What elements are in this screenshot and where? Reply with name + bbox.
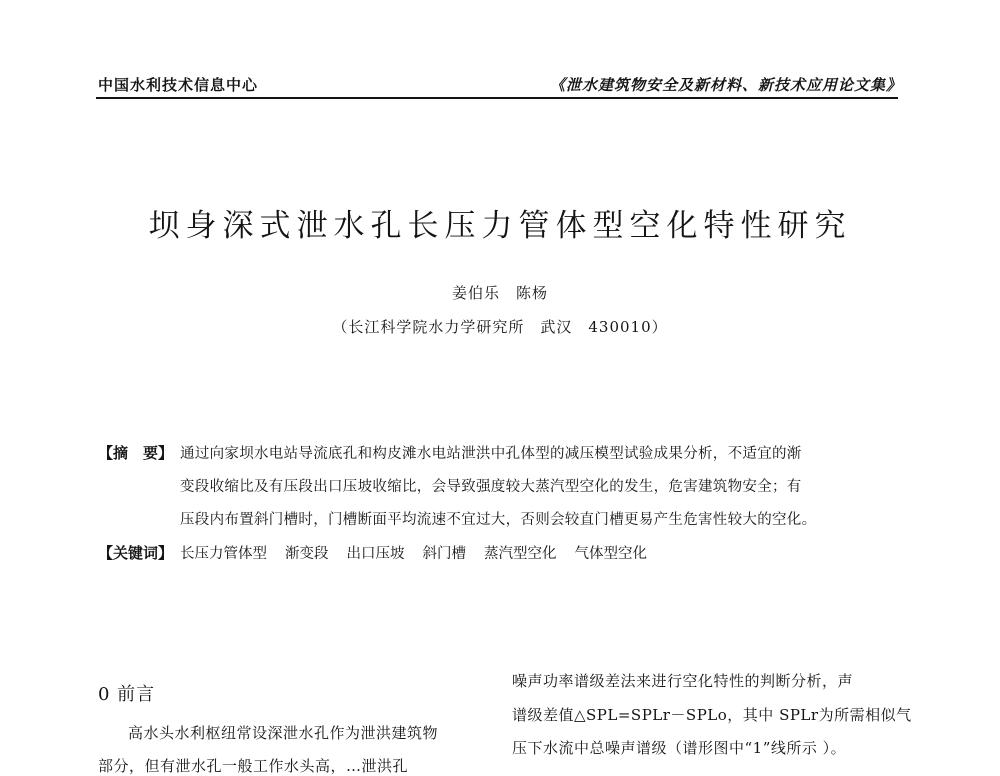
paper-title: 坝身深式泄水孔长压力管体型空化特性研究 [148,208,852,244]
keyword-item: 渐变段 [285,546,329,562]
header-rule [96,97,898,99]
keywords-list [180,542,647,563]
section-title: 0 前言 [98,684,156,705]
abstract-line-3: 压段内布置斜门槽时，门槽断面平均流速不宜过大，否则会较直门槽更易产生危害性较大的空化。 [180,512,817,528]
keyword-item: 蒸汽型空化 [484,546,557,562]
header-left: 中国水利技术信息中心 [98,76,259,94]
right-body-line-2: 谱级差值△SPL=SPLr－SPLo，其中 SPLr为所需相似气 [512,706,912,724]
authors: 姜伯乐 陈杨 [451,284,548,302]
keyword-item: 气体型空化 [574,546,647,562]
keyword-item: 长压力管体型 [180,546,267,562]
right-body-line-1: 噪声功率谱级差法来进行空化特性的判断分析，声 [512,672,854,690]
abstract-line-1: 通过向家坝水电站导流底孔和构皮滩水电站泄洪中孔体型的减压模型试验成果分析，不适宜的渐 [180,446,802,462]
left-body-line-1: 高水头水利枢纽常设深泄水孔作为泄洪建筑物 [128,724,439,742]
header-right: 《泄水建筑物安全及新材料、新技术应用论文集》 [549,76,902,94]
right-body-line-3: 压下水流中总噪声谱级（谱形图中“1”线所示 ）。 [512,739,847,757]
affiliation: （长江科学院水力学研究所 武汉 430010） [332,318,668,336]
keyword-item: 斜门槽 [422,546,466,562]
keywords-label: 【关键词】 [98,544,174,562]
keyword-item: 出口压坡 [346,546,405,562]
left-body-line-2: 部分，但有泄水孔一般工作水头高，…泄洪孔 [98,757,409,775]
abstract-line-2: 变段收缩比及有压段出口压坡收缩比，会导致强度较大蒸汽型空化的发生，危害建筑物安全；有 [180,479,802,495]
abstract-label: 【摘 要】 [98,444,174,462]
